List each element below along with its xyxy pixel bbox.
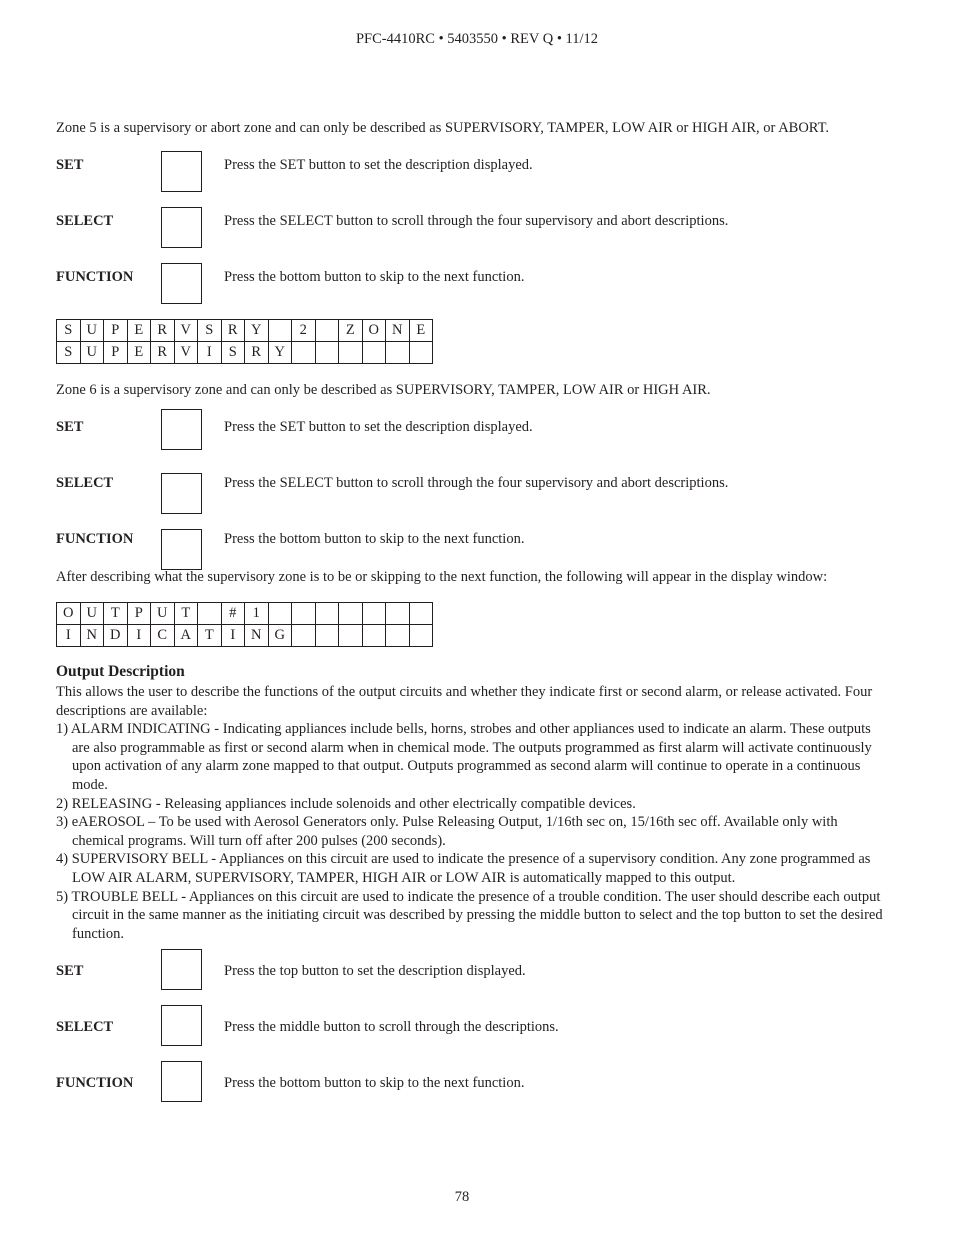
display-cell bbox=[268, 320, 292, 342]
display-cell: P bbox=[127, 603, 151, 625]
display-cell: O bbox=[362, 320, 386, 342]
zone5-display-window bbox=[56, 319, 433, 364]
display-cell bbox=[362, 342, 386, 364]
display-cell: U bbox=[80, 342, 104, 364]
display-cell: T bbox=[104, 603, 128, 625]
display-row-1 bbox=[57, 320, 433, 342]
zone6-select-button-box bbox=[161, 473, 202, 514]
zone6-select-label: SELECT bbox=[56, 475, 114, 491]
display-cell bbox=[409, 342, 433, 364]
display-cell bbox=[362, 625, 386, 647]
zone6-select-desc: Press the SELECT button to scroll through the four supervisory and abort descriptions. bbox=[224, 475, 729, 491]
display-cell: N bbox=[386, 320, 410, 342]
display-cell bbox=[315, 625, 339, 647]
display-cell: U bbox=[80, 603, 104, 625]
output-function-label: FUNCTION bbox=[56, 1075, 134, 1091]
output-description-body bbox=[56, 683, 886, 943]
display-cell: S bbox=[221, 342, 245, 364]
display-cell bbox=[409, 625, 433, 647]
display-cell bbox=[409, 603, 433, 625]
list-item: 5) TROUBLE BELL - Appliances on this circuit are used to indicate the presence of a trouble condition. The user should describe each output circuit in the same manner as the initiating circuit was described by pressing the middle button to select and the top button to set the desired function. bbox=[56, 888, 883, 942]
output-description-heading: Output Description bbox=[56, 663, 185, 680]
zone5-select-label: SELECT bbox=[56, 213, 114, 229]
display-cell: I bbox=[127, 625, 151, 647]
page-number: 78 bbox=[454, 1189, 470, 1205]
display-cell bbox=[339, 342, 363, 364]
zone5-select-desc: Press the SELECT button to scroll through the four supervisory and abort descriptions. bbox=[224, 213, 729, 229]
zone5-intro: Zone 5 is a supervisory or abort zone and can only be described as SUPERVISORY, TAMPER, LOW AIR or HIGH AIR, or ABORT. bbox=[56, 120, 830, 136]
display-cell: G bbox=[268, 625, 292, 647]
display-row-1 bbox=[57, 603, 433, 625]
zone6-function-desc: Press the bottom button to skip to the next function. bbox=[224, 531, 525, 547]
zone5-set-desc: Press the SET button to set the description displayed. bbox=[224, 157, 533, 173]
display-cell bbox=[198, 603, 222, 625]
display-cell: E bbox=[127, 320, 151, 342]
display-cell bbox=[386, 603, 410, 625]
output-set-button-box bbox=[161, 949, 202, 990]
list-item: 1) ALARM INDICATING - Indicating appliances include bells, horns, strobes and other appliances used to indicate an alarm. These outputs are also programmable as first or second alarm when in chemical mode. The outputs programmed as first alarm will activate continuously upon activation of any alarm zone mapped to that output. Outputs programmed as second alarm will continue to operate in a continuous mode. bbox=[56, 721, 872, 793]
display-cell: P bbox=[104, 320, 128, 342]
output-select-button-box bbox=[161, 1005, 202, 1046]
display-cell: R bbox=[151, 342, 175, 364]
output-select-label: SELECT bbox=[56, 1019, 114, 1035]
display-cell: Y bbox=[245, 320, 269, 342]
zone5-set-label: SET bbox=[56, 157, 84, 173]
zone6-set-label: SET bbox=[56, 419, 84, 435]
display-cell: I bbox=[198, 342, 222, 364]
display-cell bbox=[339, 625, 363, 647]
display-cell: T bbox=[198, 625, 222, 647]
display-cell bbox=[362, 603, 386, 625]
display-cell bbox=[292, 603, 316, 625]
display-cell: R bbox=[245, 342, 269, 364]
list-item: 3) eAEROSOL – To be used with Aerosol Generators only. Pulse Releasing Output, 1/16th sec on, 15/16th sec off. Available only with chemical programs. Will turn off after 200 pulses (200 seconds). bbox=[56, 814, 838, 849]
display-cell: I bbox=[221, 625, 245, 647]
display-cell: O bbox=[57, 603, 81, 625]
display-cell: U bbox=[151, 603, 175, 625]
zone6-set-desc: Press the SET button to set the description displayed. bbox=[224, 419, 533, 435]
zone5-select-button-box bbox=[161, 207, 202, 248]
display-cell: V bbox=[174, 320, 198, 342]
display-cell: 1 bbox=[245, 603, 269, 625]
display-cell: R bbox=[221, 320, 245, 342]
display-cell: N bbox=[80, 625, 104, 647]
display-cell: # bbox=[221, 603, 245, 625]
display-cell bbox=[292, 342, 316, 364]
display-cell bbox=[386, 625, 410, 647]
display-row-2 bbox=[57, 625, 433, 647]
display-cell: Y bbox=[268, 342, 292, 364]
display-cell: U bbox=[80, 320, 104, 342]
display-cell bbox=[339, 603, 363, 625]
zone5-function-label: FUNCTION bbox=[56, 269, 134, 285]
display-cell: R bbox=[151, 320, 175, 342]
display-cell: C bbox=[151, 625, 175, 647]
display-cell bbox=[292, 625, 316, 647]
display-cell: T bbox=[174, 603, 198, 625]
display-cell: N bbox=[245, 625, 269, 647]
display-cell: I bbox=[57, 625, 81, 647]
zone5-function-desc: Press the bottom button to skip to the next function. bbox=[224, 269, 525, 285]
zone6-function-button-box bbox=[161, 529, 202, 570]
output-description-intro: This allows the user to describe the functions of the output circuits and whether they indicate first or second alarm, or release activated. Four descriptions are available: bbox=[56, 684, 873, 719]
display-cell: Z bbox=[339, 320, 363, 342]
display-cell bbox=[315, 320, 339, 342]
list-item: 2) RELEASING - Releasing appliances include solenoids and other electrically compatible devices. bbox=[56, 795, 636, 812]
page-header: PFC-4410RC • 5403550 • REV Q • 11/12 bbox=[355, 31, 599, 47]
display-cell bbox=[315, 342, 339, 364]
display-cell: E bbox=[409, 320, 433, 342]
output-select-desc: Press the middle button to scroll through the descriptions. bbox=[224, 1019, 559, 1035]
output-function-button-box bbox=[161, 1061, 202, 1102]
display-cell: P bbox=[104, 342, 128, 364]
display-cell bbox=[386, 342, 410, 364]
display-cell: 2 bbox=[292, 320, 316, 342]
list-item: 4) SUPERVISORY BELL - Appliances on this circuit are used to indicate the presence of a supervisory condition. Any zone programmed as LOW AIR ALARM, SUPERVISORY, TAMPER, HIGH AIR or LOW AIR is automatically mapped to this output. bbox=[56, 851, 871, 886]
zone6-intro: Zone 6 is a supervisory zone and can only be described as SUPERVISORY, TAMPER, LOW AIR or HIGH AIR. bbox=[56, 382, 711, 398]
display-row-2 bbox=[57, 342, 433, 364]
output-display-window bbox=[56, 602, 433, 647]
zone5-set-button-box bbox=[161, 151, 202, 192]
after-describing-text: After describing what the supervisory zone is to be or skipping to the next function, the following will appear in the display window: bbox=[56, 569, 828, 585]
output-set-label: SET bbox=[56, 963, 84, 979]
display-cell: S bbox=[198, 320, 222, 342]
display-cell: S bbox=[57, 320, 81, 342]
display-cell: V bbox=[174, 342, 198, 364]
zone6-set-button-box bbox=[161, 409, 202, 450]
output-set-desc: Press the top button to set the description displayed. bbox=[224, 963, 526, 979]
display-cell: A bbox=[174, 625, 198, 647]
display-cell bbox=[268, 603, 292, 625]
display-cell: S bbox=[57, 342, 81, 364]
display-cell bbox=[315, 603, 339, 625]
display-cell: E bbox=[127, 342, 151, 364]
output-function-desc: Press the bottom button to skip to the next function. bbox=[224, 1075, 525, 1091]
zone5-function-button-box bbox=[161, 263, 202, 304]
zone6-function-label: FUNCTION bbox=[56, 531, 134, 547]
display-cell: D bbox=[104, 625, 128, 647]
